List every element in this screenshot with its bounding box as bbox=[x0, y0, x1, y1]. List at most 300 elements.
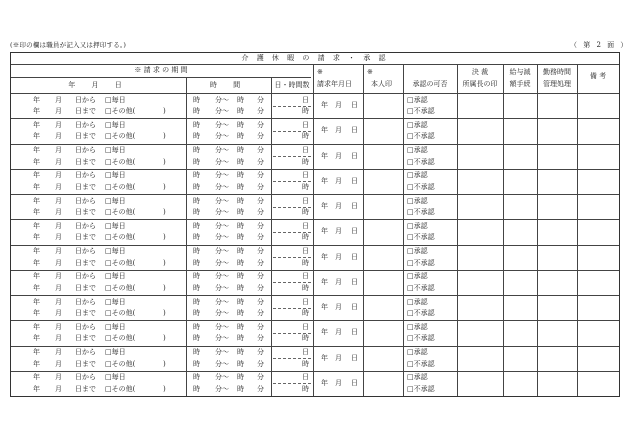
from-day: 日から bbox=[75, 196, 96, 205]
until-day: 日まで bbox=[75, 334, 96, 343]
day-unit: 日 bbox=[302, 272, 309, 281]
hour-unit: 時 bbox=[302, 132, 309, 141]
until-year: 年 bbox=[33, 334, 40, 343]
other-close: ) bbox=[163, 258, 166, 267]
start-hour-2: 時 bbox=[193, 258, 200, 267]
from-day: 日から bbox=[75, 221, 96, 230]
reject-checkbox: □不承認 bbox=[407, 359, 435, 368]
days-hours-divider bbox=[273, 131, 311, 132]
request-month: 月 bbox=[335, 252, 342, 261]
start-hour-2: 時 bbox=[193, 384, 200, 393]
until-day: 日まで bbox=[75, 208, 96, 216]
start-hour-2: 時 bbox=[193, 182, 200, 191]
start-hour: 時 bbox=[193, 373, 200, 382]
start-hour-2: 時 bbox=[193, 107, 200, 115]
until-day: 日まで bbox=[75, 283, 96, 292]
end-hour-2: 時 bbox=[237, 384, 244, 393]
start-minute-2: 分〜 bbox=[215, 258, 229, 267]
request-row bbox=[11, 245, 619, 270]
every-day-checkbox: □毎日 bbox=[105, 146, 126, 154]
end-minute: 分 bbox=[257, 95, 264, 104]
hour-unit: 時 bbox=[302, 157, 309, 166]
days-hours-divider bbox=[273, 106, 311, 107]
until-month: 月 bbox=[55, 132, 62, 141]
end-hour-2: 時 bbox=[237, 233, 244, 242]
start-hour-2: 時 bbox=[193, 309, 200, 317]
start-minute: 分〜 bbox=[215, 348, 229, 356]
from-month: 月 bbox=[55, 196, 62, 205]
approve-checkbox: □承認 bbox=[407, 322, 428, 331]
until-month: 月 bbox=[55, 157, 62, 166]
other-close: ) bbox=[163, 132, 166, 141]
reject-checkbox: □不承認 bbox=[407, 182, 435, 191]
header-seal-mark: ※ bbox=[367, 68, 373, 76]
other-checkbox: □その他( bbox=[105, 233, 136, 242]
from-day: 日から bbox=[75, 373, 96, 382]
from-month: 月 bbox=[55, 272, 62, 281]
days-hours-divider bbox=[273, 156, 311, 157]
end-minute: 分 bbox=[257, 171, 264, 180]
end-minute-2: 分 bbox=[257, 182, 264, 191]
end-hour-2: 時 bbox=[237, 157, 244, 166]
end-hour-2: 時 bbox=[237, 258, 244, 267]
request-day: 日 bbox=[351, 303, 358, 311]
request-month: 月 bbox=[335, 328, 342, 337]
end-minute-2: 分 bbox=[257, 283, 264, 292]
from-month: 月 bbox=[55, 221, 62, 230]
end-hour-2: 時 bbox=[237, 132, 244, 141]
other-close: ) bbox=[163, 233, 166, 242]
request-row bbox=[11, 346, 619, 371]
until-day: 日まで bbox=[75, 132, 96, 141]
reject-checkbox: □不承認 bbox=[407, 233, 435, 242]
request-month: 月 bbox=[335, 353, 342, 362]
header-decision: 決 裁 bbox=[471, 68, 489, 76]
request-day: 日 bbox=[351, 202, 358, 210]
end-minute-2: 分 bbox=[257, 258, 264, 267]
request-year: 年 bbox=[321, 328, 328, 337]
end-hour-2: 時 bbox=[237, 208, 244, 216]
until-month: 月 bbox=[55, 208, 62, 216]
until-year: 年 bbox=[33, 359, 40, 368]
start-minute-2: 分〜 bbox=[215, 182, 229, 191]
request-year: 年 bbox=[321, 202, 328, 210]
request-row bbox=[11, 93, 619, 118]
start-hour-2: 時 bbox=[193, 132, 200, 141]
start-hour: 時 bbox=[193, 95, 200, 104]
days-hours-divider bbox=[273, 308, 311, 309]
until-year: 年 bbox=[33, 258, 40, 267]
start-hour-2: 時 bbox=[193, 359, 200, 368]
end-minute-2: 分 bbox=[257, 208, 264, 216]
days-hours-divider bbox=[273, 383, 311, 384]
from-year: 年 bbox=[33, 247, 40, 255]
from-day: 日から bbox=[75, 146, 96, 154]
every-day-checkbox: □毎日 bbox=[105, 322, 126, 331]
end-minute: 分 bbox=[257, 348, 264, 356]
hour-unit: 時 bbox=[302, 258, 309, 267]
end-minute: 分 bbox=[257, 120, 264, 129]
end-minute-2: 分 bbox=[257, 157, 264, 166]
end-minute-2: 分 bbox=[257, 384, 264, 393]
request-row bbox=[11, 194, 619, 219]
other-checkbox: □その他( bbox=[105, 359, 136, 368]
from-year: 年 bbox=[33, 146, 40, 154]
other-close: ) bbox=[163, 107, 166, 115]
days-hours-divider bbox=[273, 358, 311, 359]
from-month: 月 bbox=[55, 297, 62, 306]
other-checkbox: □その他( bbox=[105, 107, 136, 115]
end-hour-2: 時 bbox=[237, 107, 244, 115]
hour-unit: 時 bbox=[302, 233, 309, 242]
from-day: 日から bbox=[75, 95, 96, 104]
request-row bbox=[11, 320, 619, 345]
days-hours-divider bbox=[273, 181, 311, 182]
other-close: ) bbox=[163, 334, 166, 343]
end-minute-2: 分 bbox=[257, 334, 264, 343]
until-year: 年 bbox=[33, 208, 40, 216]
start-minute-2: 分〜 bbox=[215, 283, 229, 292]
from-year: 年 bbox=[33, 373, 40, 382]
start-hour-2: 時 bbox=[193, 157, 200, 166]
start-minute-2: 分〜 bbox=[215, 309, 229, 317]
from-year: 年 bbox=[33, 196, 40, 205]
hour-unit: 時 bbox=[302, 334, 309, 343]
approve-checkbox: □承認 bbox=[407, 373, 428, 382]
approve-checkbox: □承認 bbox=[407, 221, 428, 230]
start-hour-2: 時 bbox=[193, 283, 200, 292]
until-month: 月 bbox=[55, 309, 62, 317]
request-year: 年 bbox=[321, 277, 328, 286]
day-unit: 日 bbox=[302, 95, 309, 104]
form-note: (※印の欄は職員が記入又は押印する。) bbox=[10, 41, 127, 49]
from-year: 年 bbox=[33, 221, 40, 230]
start-minute-2: 分〜 bbox=[215, 107, 229, 115]
start-minute: 分〜 bbox=[215, 247, 229, 255]
end-hour: 時 bbox=[237, 95, 244, 104]
until-month: 月 bbox=[55, 359, 62, 368]
end-hour: 時 bbox=[237, 348, 244, 356]
request-year: 年 bbox=[321, 176, 328, 185]
from-year: 年 bbox=[33, 95, 40, 104]
from-year: 年 bbox=[33, 272, 40, 281]
start-minute-2: 分〜 bbox=[215, 157, 229, 166]
request-day: 日 bbox=[351, 378, 358, 387]
end-minute-2: 分 bbox=[257, 359, 264, 368]
from-month: 月 bbox=[55, 247, 62, 255]
request-day: 日 bbox=[351, 277, 358, 286]
header-salary-sub: 額手続 bbox=[509, 80, 531, 88]
start-minute: 分〜 bbox=[215, 297, 229, 306]
every-day-checkbox: □毎日 bbox=[105, 348, 126, 356]
end-hour: 時 bbox=[237, 247, 244, 255]
request-year: 年 bbox=[321, 151, 328, 160]
start-hour: 時 bbox=[193, 297, 200, 306]
start-minute: 分〜 bbox=[215, 373, 229, 382]
until-month: 月 bbox=[55, 233, 62, 242]
request-year: 年 bbox=[321, 101, 328, 109]
other-close: ) bbox=[163, 309, 166, 317]
start-hour: 時 bbox=[193, 221, 200, 230]
end-hour: 時 bbox=[237, 272, 244, 281]
day-unit: 日 bbox=[302, 196, 309, 205]
from-month: 月 bbox=[55, 322, 62, 331]
request-year: 年 bbox=[321, 227, 328, 236]
start-hour: 時 bbox=[193, 146, 200, 154]
start-minute: 分〜 bbox=[215, 95, 229, 104]
start-minute-2: 分〜 bbox=[215, 384, 229, 393]
start-minute-2: 分〜 bbox=[215, 208, 229, 216]
reject-checkbox: □不承認 bbox=[407, 258, 435, 267]
request-month: 月 bbox=[335, 227, 342, 236]
header-approval: 承認の可否 bbox=[412, 80, 448, 88]
day-unit: 日 bbox=[302, 348, 309, 356]
until-year: 年 bbox=[33, 107, 40, 115]
header-request-date: 請求年月日 bbox=[317, 80, 352, 88]
until-year: 年 bbox=[33, 233, 40, 242]
day-unit: 日 bbox=[302, 171, 309, 180]
header-salary: 給与減 bbox=[509, 68, 531, 76]
other-close: ) bbox=[163, 384, 166, 393]
until-day: 日まで bbox=[75, 157, 96, 166]
day-unit: 日 bbox=[302, 146, 309, 154]
every-day-checkbox: □毎日 bbox=[105, 120, 126, 129]
request-day: 日 bbox=[351, 227, 358, 236]
end-hour: 時 bbox=[237, 146, 244, 154]
until-day: 日まで bbox=[75, 359, 96, 368]
from-year: 年 bbox=[33, 120, 40, 129]
day-unit: 日 bbox=[302, 120, 309, 129]
until-year: 年 bbox=[33, 132, 40, 141]
approve-checkbox: □承認 bbox=[407, 247, 428, 255]
start-hour: 時 bbox=[193, 196, 200, 205]
hour-unit: 時 bbox=[302, 182, 309, 191]
request-row bbox=[11, 371, 619, 396]
from-day: 日から bbox=[75, 120, 96, 129]
request-year: 年 bbox=[321, 252, 328, 261]
until-day: 日まで bbox=[75, 107, 96, 115]
request-row bbox=[11, 144, 619, 169]
request-day: 日 bbox=[351, 101, 358, 109]
start-minute: 分〜 bbox=[215, 196, 229, 205]
request-month: 月 bbox=[335, 151, 342, 160]
other-close: ) bbox=[163, 182, 166, 191]
until-month: 月 bbox=[55, 384, 62, 393]
other-checkbox: □その他( bbox=[105, 283, 136, 292]
day-unit: 日 bbox=[302, 322, 309, 331]
request-row bbox=[11, 219, 619, 244]
reject-checkbox: □不承認 bbox=[407, 132, 435, 141]
until-day: 日まで bbox=[75, 182, 96, 191]
end-minute-2: 分 bbox=[257, 107, 264, 115]
other-checkbox: □その他( bbox=[105, 157, 136, 166]
until-day: 日まで bbox=[75, 384, 96, 393]
from-day: 日から bbox=[75, 297, 96, 306]
end-hour: 時 bbox=[237, 196, 244, 205]
end-hour: 時 bbox=[237, 297, 244, 306]
from-month: 月 bbox=[55, 146, 62, 154]
hour-unit: 時 bbox=[302, 107, 309, 115]
reject-checkbox: □不承認 bbox=[407, 208, 435, 216]
until-year: 年 bbox=[33, 309, 40, 317]
approve-checkbox: □承認 bbox=[407, 120, 428, 129]
until-year: 年 bbox=[33, 283, 40, 292]
day-unit: 日 bbox=[302, 297, 309, 306]
request-month: 月 bbox=[335, 176, 342, 185]
start-minute-2: 分〜 bbox=[215, 359, 229, 368]
header-personal-seal: 本人印 bbox=[371, 80, 392, 88]
day-unit: 日 bbox=[302, 247, 309, 255]
start-hour-2: 時 bbox=[193, 334, 200, 343]
request-year: 年 bbox=[321, 378, 328, 387]
from-month: 月 bbox=[55, 348, 62, 356]
leave-request-form bbox=[10, 52, 620, 397]
request-row bbox=[11, 295, 619, 320]
request-month: 月 bbox=[335, 202, 342, 210]
until-month: 月 bbox=[55, 182, 62, 191]
end-minute-2: 分 bbox=[257, 132, 264, 141]
approve-checkbox: □承認 bbox=[407, 196, 428, 205]
other-checkbox: □その他( bbox=[105, 334, 136, 343]
other-close: ) bbox=[163, 359, 166, 368]
reject-checkbox: □不承認 bbox=[407, 384, 435, 393]
from-month: 月 bbox=[55, 120, 62, 129]
end-hour-2: 時 bbox=[237, 359, 244, 368]
every-day-checkbox: □毎日 bbox=[105, 297, 126, 306]
request-day: 日 bbox=[351, 252, 358, 261]
end-minute: 分 bbox=[257, 146, 264, 154]
every-day-checkbox: □毎日 bbox=[105, 247, 126, 255]
other-checkbox: □その他( bbox=[105, 309, 136, 317]
every-day-checkbox: □毎日 bbox=[105, 95, 126, 104]
from-day: 日から bbox=[75, 171, 96, 180]
from-day: 日から bbox=[75, 247, 96, 255]
header-remarks: 備 考 bbox=[589, 72, 607, 80]
approve-checkbox: □承認 bbox=[407, 146, 428, 154]
hour-unit: 時 bbox=[302, 309, 309, 317]
every-day-checkbox: □毎日 bbox=[105, 373, 126, 382]
end-minute-2: 分 bbox=[257, 233, 264, 242]
reject-checkbox: □不承認 bbox=[407, 283, 435, 292]
days-hours-divider bbox=[273, 333, 311, 334]
approve-checkbox: □承認 bbox=[407, 272, 428, 281]
request-year: 年 bbox=[321, 303, 328, 311]
start-minute: 分〜 bbox=[215, 171, 229, 180]
start-hour: 時 bbox=[193, 272, 200, 281]
until-day: 日まで bbox=[75, 258, 96, 267]
until-year: 年 bbox=[33, 384, 40, 393]
days-hours-divider bbox=[273, 207, 311, 208]
every-day-checkbox: □毎日 bbox=[105, 196, 126, 205]
hour-unit: 時 bbox=[302, 283, 309, 292]
request-month: 月 bbox=[335, 378, 342, 387]
start-hour: 時 bbox=[193, 322, 200, 331]
request-row bbox=[11, 169, 619, 194]
end-minute: 分 bbox=[257, 272, 264, 281]
request-year: 年 bbox=[321, 126, 328, 135]
header-request-period: ※ 請 求 の 期 間 bbox=[134, 66, 188, 74]
reject-checkbox: □不承認 bbox=[407, 107, 435, 115]
header-work-hours: 勤務時間 bbox=[543, 68, 571, 76]
day-unit: 日 bbox=[302, 221, 309, 230]
header-decision-sub: 所属長の印 bbox=[462, 80, 498, 88]
request-month: 月 bbox=[335, 126, 342, 135]
end-minute: 分 bbox=[257, 221, 264, 230]
form-title: 介 護 休 暇 の 請 求 ・ 承 認 bbox=[241, 54, 389, 62]
other-close: ) bbox=[163, 157, 166, 166]
until-day: 日まで bbox=[75, 309, 96, 317]
end-minute: 分 bbox=[257, 196, 264, 205]
other-checkbox: □その他( bbox=[105, 384, 136, 393]
end-minute: 分 bbox=[257, 373, 264, 382]
start-minute-2: 分〜 bbox=[215, 132, 229, 141]
other-close: ) bbox=[163, 208, 166, 216]
header-days-hours: 日・時間数 bbox=[274, 81, 310, 89]
until-month: 月 bbox=[55, 258, 62, 267]
from-year: 年 bbox=[33, 348, 40, 356]
end-hour: 時 bbox=[237, 322, 244, 331]
start-minute-2: 分〜 bbox=[215, 334, 229, 343]
request-month: 月 bbox=[335, 303, 342, 311]
start-minute: 分〜 bbox=[215, 120, 229, 129]
request-row bbox=[11, 118, 619, 143]
every-day-checkbox: □毎日 bbox=[105, 272, 126, 281]
from-month: 月 bbox=[55, 95, 62, 104]
end-minute: 分 bbox=[257, 247, 264, 255]
start-hour: 時 bbox=[193, 171, 200, 180]
page-number: （ 第 2 面 ） bbox=[570, 41, 630, 49]
from-day: 日から bbox=[75, 348, 96, 356]
other-checkbox: □その他( bbox=[105, 258, 136, 267]
days-hours-divider bbox=[273, 257, 311, 258]
reject-checkbox: □不承認 bbox=[407, 309, 435, 317]
header-request-date-mark: ※ bbox=[317, 68, 323, 76]
hour-unit: 時 bbox=[302, 208, 309, 216]
until-day: 日まで bbox=[75, 233, 96, 242]
until-month: 月 bbox=[55, 334, 62, 343]
hour-unit: 時 bbox=[302, 384, 309, 393]
other-checkbox: □その他( bbox=[105, 182, 136, 191]
approve-checkbox: □承認 bbox=[407, 95, 428, 104]
end-hour-2: 時 bbox=[237, 283, 244, 292]
end-minute: 分 bbox=[257, 322, 264, 331]
start-hour-2: 時 bbox=[193, 208, 200, 216]
request-day: 日 bbox=[351, 151, 358, 160]
from-month: 月 bbox=[55, 373, 62, 382]
end-hour-2: 時 bbox=[237, 182, 244, 191]
request-month: 月 bbox=[335, 101, 342, 109]
reject-checkbox: □不承認 bbox=[407, 157, 435, 166]
every-day-checkbox: □毎日 bbox=[105, 171, 126, 180]
from-day: 日から bbox=[75, 272, 96, 281]
from-day: 日から bbox=[75, 322, 96, 331]
start-minute: 分〜 bbox=[215, 221, 229, 230]
from-year: 年 bbox=[33, 171, 40, 180]
start-hour: 時 bbox=[193, 247, 200, 255]
end-hour: 時 bbox=[237, 120, 244, 129]
request-day: 日 bbox=[351, 176, 358, 185]
approve-checkbox: □承認 bbox=[407, 171, 428, 180]
approve-checkbox: □承認 bbox=[407, 297, 428, 306]
end-minute-2: 分 bbox=[257, 309, 264, 317]
header-time: 時 間 bbox=[209, 81, 248, 89]
day-unit: 日 bbox=[302, 373, 309, 382]
end-hour: 時 bbox=[237, 373, 244, 382]
hour-unit: 時 bbox=[302, 359, 309, 368]
days-hours-divider bbox=[273, 282, 311, 283]
until-month: 月 bbox=[55, 107, 62, 115]
other-checkbox: □その他( bbox=[105, 208, 136, 216]
